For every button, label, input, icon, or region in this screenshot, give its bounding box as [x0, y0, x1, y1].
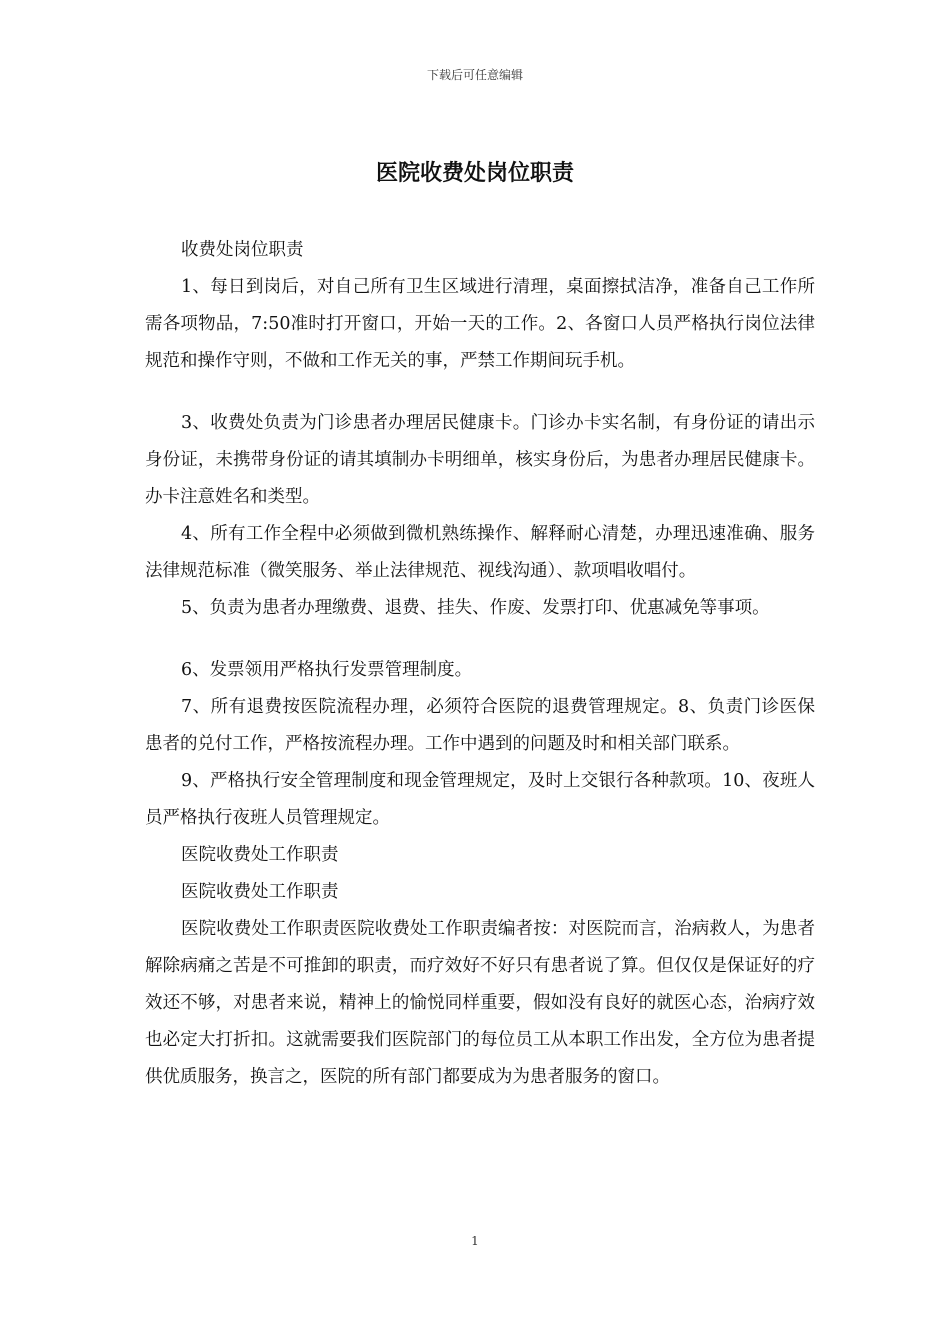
paragraph: 6、发票领用严格执行发票管理制度。 [181, 660, 473, 680]
document-body [145, 232, 815, 1096]
section-heading: 医院收费处工作职责 [181, 845, 339, 865]
paragraph: 医院收费处工作职责医院收费处工作职责编者按：对医院而言，治病救人，为患者解除病痛之苦是不可推卸的职责，而疗效好不好只有患者说了算。但仅仅是保证好的疗效还不够，对患者来说，精神上的愉悦同样重要，假如没有良好的就医心态，治病疗效也必定大打折扣。这就需要我们医院部门的每位员工从本职工作出发，全方位为患者提供优质服务，换言之，医院的所有部门都要成为为患者服务的窗口。 [145, 919, 815, 1087]
page-number: 1 [471, 1234, 479, 1248]
section-heading: 收费处岗位职责 [181, 240, 304, 260]
section-heading: 医院收费处工作职责 [181, 882, 339, 902]
paragraph: 5、负责为患者办理缴费、退费、挂失、作废、发票打印、优惠减免等事项。 [181, 598, 770, 618]
header-note: 下载后可任意编辑 [426, 68, 523, 82]
paragraph: 3、收费处负责为门诊患者办理居民健康卡。门诊办卡实名制，有身份证的请出示身份证，未携带身份证的请其填制办卡明细单，核实身份后，为患者办理居民健康卡。办卡注意姓名和类型。 [145, 413, 815, 507]
paragraph: 7、所有退费按医院流程办理，必须符合医院的退费管理规定。8、负责门诊医保患者的兑付工作，严格按流程办理。工作中遇到的问题及时和相关部门联系。 [145, 697, 815, 754]
paragraph: 4、所有工作全程中必须做到微机熟练操作、解释耐心清楚，办理迅速准确、服务法律规范标准（微笑服务、举止法律规范、视线沟通）、款项唱收唱付。 [145, 524, 815, 581]
paragraph: 1、每日到岗后，对自己所有卫生区域进行清理，桌面擦拭洁净，准备自己工作所需各项物品，7:50准时打开窗口，开始一天的工作。2、各窗口人员严格执行岗位法律规范和操作守则，不做和工作无关的事，严禁工作期间玩手机。 [145, 277, 815, 371]
paragraph: 9、严格执行安全管理制度和现金管理规定，及时上交银行各种款项。10、夜班人员严格执行夜班人员管理规定。 [145, 771, 815, 828]
document-title: 医院收费处岗位职责 [375, 160, 574, 186]
